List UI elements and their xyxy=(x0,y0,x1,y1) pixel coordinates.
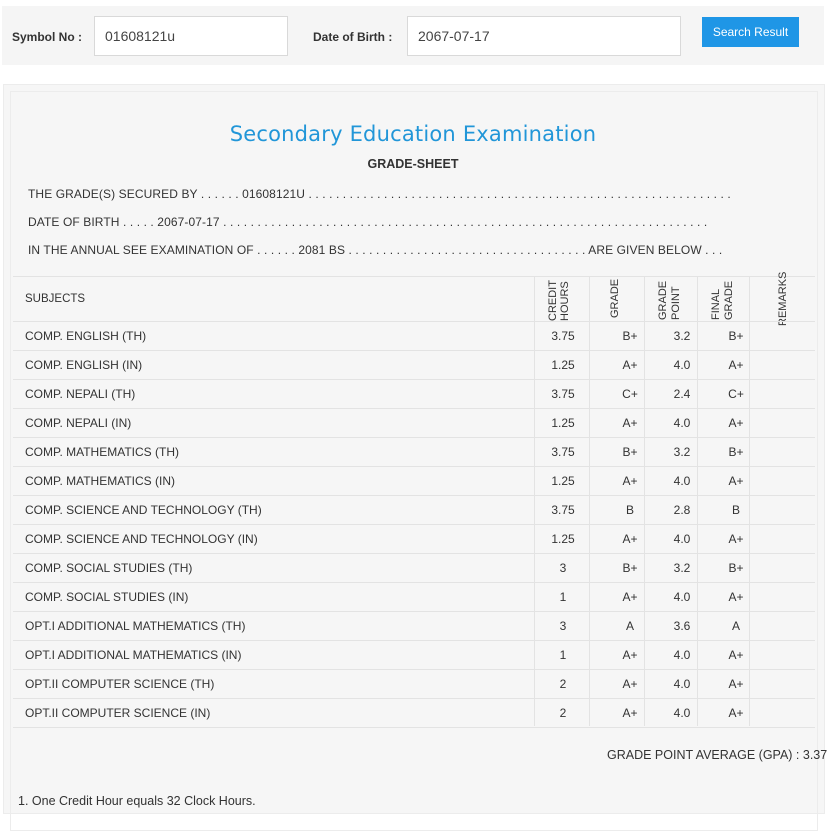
grade-point-cell: 4.0 xyxy=(673,358,691,372)
grade-cell: A+ xyxy=(622,648,638,662)
grade-point-cell: 3.2 xyxy=(673,445,691,459)
grade-point-cell: 3.6 xyxy=(673,619,691,633)
grade-point-cell: 2.8 xyxy=(673,503,691,517)
final-grade-cell: A+ xyxy=(728,358,744,372)
grade-point-cell: 4.0 xyxy=(673,416,691,430)
grade-cell: A+ xyxy=(622,590,638,604)
table-row xyxy=(13,466,815,495)
subject-cell: COMP. SCIENCE AND TECHNOLOGY (IN) xyxy=(25,532,258,546)
dob-line: DATE OF BIRTH . . . . . 2067-07-17 . . . . . . . . . . . . . . . . . . . . . . . . . . . . . . . . . . . . . . . . . . . . . . . . . . . . . . . . . . . . . . . . . . . . . . . xyxy=(28,215,708,229)
subjects-header: SUBJECTS xyxy=(25,293,86,305)
credit-cell: 2 xyxy=(559,706,567,720)
grade-cell: A+ xyxy=(622,358,638,372)
subject-cell: COMP. SOCIAL STUDIES (TH) xyxy=(25,561,193,575)
credit-cell: 3.75 xyxy=(551,329,575,343)
grade-sheet-heading: GRADE-SHEET xyxy=(367,157,459,171)
grade-point-cell: 4.0 xyxy=(673,648,691,662)
grade-cell: A+ xyxy=(622,677,638,691)
credit-cell: 1 xyxy=(559,590,567,604)
final-grade-cell: B xyxy=(731,503,740,517)
final-grade-cell: C+ xyxy=(728,387,744,401)
grade-cell: B+ xyxy=(622,561,638,575)
final-grade-cell: A+ xyxy=(728,706,744,720)
symbol-input[interactable] xyxy=(94,16,288,56)
final-grade-cell: A+ xyxy=(728,532,744,546)
credit-cell: 1.25 xyxy=(551,416,575,430)
grade-point-cell: 4.0 xyxy=(673,677,691,691)
subject-cell: OPT.II COMPUTER SCIENCE (TH) xyxy=(25,677,215,691)
grade-cell: A+ xyxy=(622,706,638,720)
table-row xyxy=(13,640,815,669)
table-bottom-divider xyxy=(13,727,815,728)
credit-cell: 1 xyxy=(559,648,567,662)
table-row xyxy=(13,379,815,408)
grade-point-cell: 3.2 xyxy=(673,561,691,575)
grade-point-cell: 4.0 xyxy=(673,590,691,604)
table-row xyxy=(13,553,815,582)
grade-secured-line: THE GRADE(S) SECURED BY . . . . . . 01608121U . . . . . . . . . . . . . . . . . . . . . . . . . . . . . . . . . . . . . . . . . . . . . . . . . . . . . . . . . . . . . . xyxy=(28,187,731,201)
symbol-label: Symbol No : xyxy=(12,30,83,44)
grade-point-cell: 2.4 xyxy=(673,387,691,401)
final-grade-cell: A+ xyxy=(728,677,744,691)
credit-cell: 3.75 xyxy=(551,445,575,459)
subject-cell: COMP. NEPALI (TH) xyxy=(25,387,136,401)
final-grade-cell: A+ xyxy=(728,416,744,430)
search-result-button[interactable]: Search Result xyxy=(702,17,799,47)
table-row xyxy=(13,669,815,698)
subject-cell: COMP. ENGLISH (TH) xyxy=(25,329,147,343)
final-grade-cell: A+ xyxy=(728,590,744,604)
subject-cell: OPT.II COMPUTER SCIENCE (IN) xyxy=(25,706,211,720)
subject-cell: COMP. NEPALI (IN) xyxy=(25,416,132,430)
grade-point-cell: 4.0 xyxy=(673,474,691,488)
table-row xyxy=(13,524,815,553)
final-grade-cell: B+ xyxy=(728,329,744,343)
final-grade-cell: A+ xyxy=(728,648,744,662)
grade-cell: B+ xyxy=(622,445,638,459)
grade-cell: B+ xyxy=(622,329,638,343)
table-row xyxy=(13,495,815,524)
table-row xyxy=(13,350,815,379)
table-row xyxy=(13,408,815,437)
grade-cell: A+ xyxy=(622,416,638,430)
grade-cell: A+ xyxy=(622,474,638,488)
subject-cell: COMP. ENGLISH (IN) xyxy=(25,358,143,372)
final-grade-cell: B+ xyxy=(728,445,744,459)
subject-cell: COMP. SCIENCE AND TECHNOLOGY (TH) xyxy=(25,503,262,517)
credit-cell: 1.25 xyxy=(551,474,575,488)
header-top-divider xyxy=(13,276,815,277)
credit-cell: 1.25 xyxy=(551,532,575,546)
subject-cell: COMP. SOCIAL STUDIES (IN) xyxy=(25,590,189,604)
dob-input[interactable] xyxy=(407,16,681,56)
credit-cell: 3.75 xyxy=(551,503,575,517)
final-grade-cell: B+ xyxy=(728,561,744,575)
dob-label: Date of Birth : xyxy=(313,30,393,44)
grade-cell: C+ xyxy=(622,387,638,401)
table-row xyxy=(13,582,815,611)
subject-cell: OPT.I ADDITIONAL MATHEMATICS (TH) xyxy=(25,619,246,633)
credit-cell: 3 xyxy=(559,619,567,633)
grade-cell: A+ xyxy=(622,532,638,546)
gpa-summary: GRADE POINT AVERAGE (GPA) : 3.37 xyxy=(607,748,828,762)
grade-cell: A xyxy=(625,619,634,633)
credit-cell: 3 xyxy=(559,561,567,575)
subject-cell: OPT.I ADDITIONAL MATHEMATICS (IN) xyxy=(25,648,242,662)
table-row xyxy=(13,321,815,350)
subject-cell: COMP. MATHEMATICS (TH) xyxy=(25,445,179,459)
table-row xyxy=(13,437,815,466)
subject-cell: COMP. MATHEMATICS (IN) xyxy=(25,474,175,488)
final-grade-cell: A+ xyxy=(728,474,744,488)
credit-cell: 1.25 xyxy=(551,358,575,372)
footnote: 1. One Credit Hour equals 32 Clock Hours. xyxy=(18,794,256,808)
grade-point-cell: 3.2 xyxy=(673,329,691,343)
grade-cell: B xyxy=(625,503,634,517)
credit-cell: 2 xyxy=(559,677,567,691)
table-row xyxy=(13,698,815,727)
final-grade-cell: A xyxy=(731,619,740,633)
exam-title: Secondary Education Examination xyxy=(229,122,597,146)
exam-year-line: IN THE ANNUAL SEE EXAMINATION OF . . . . . . 2081 BS . . . . . . . . . . . . . . . . . . . . . . . . . . . . . . . . . . . ARE GIVEN BELOW . . . xyxy=(28,243,723,257)
table-row xyxy=(13,611,815,640)
grade-point-cell: 4.0 xyxy=(673,706,691,720)
credit-cell: 3.75 xyxy=(551,387,575,401)
grade-point-cell: 4.0 xyxy=(673,532,691,546)
